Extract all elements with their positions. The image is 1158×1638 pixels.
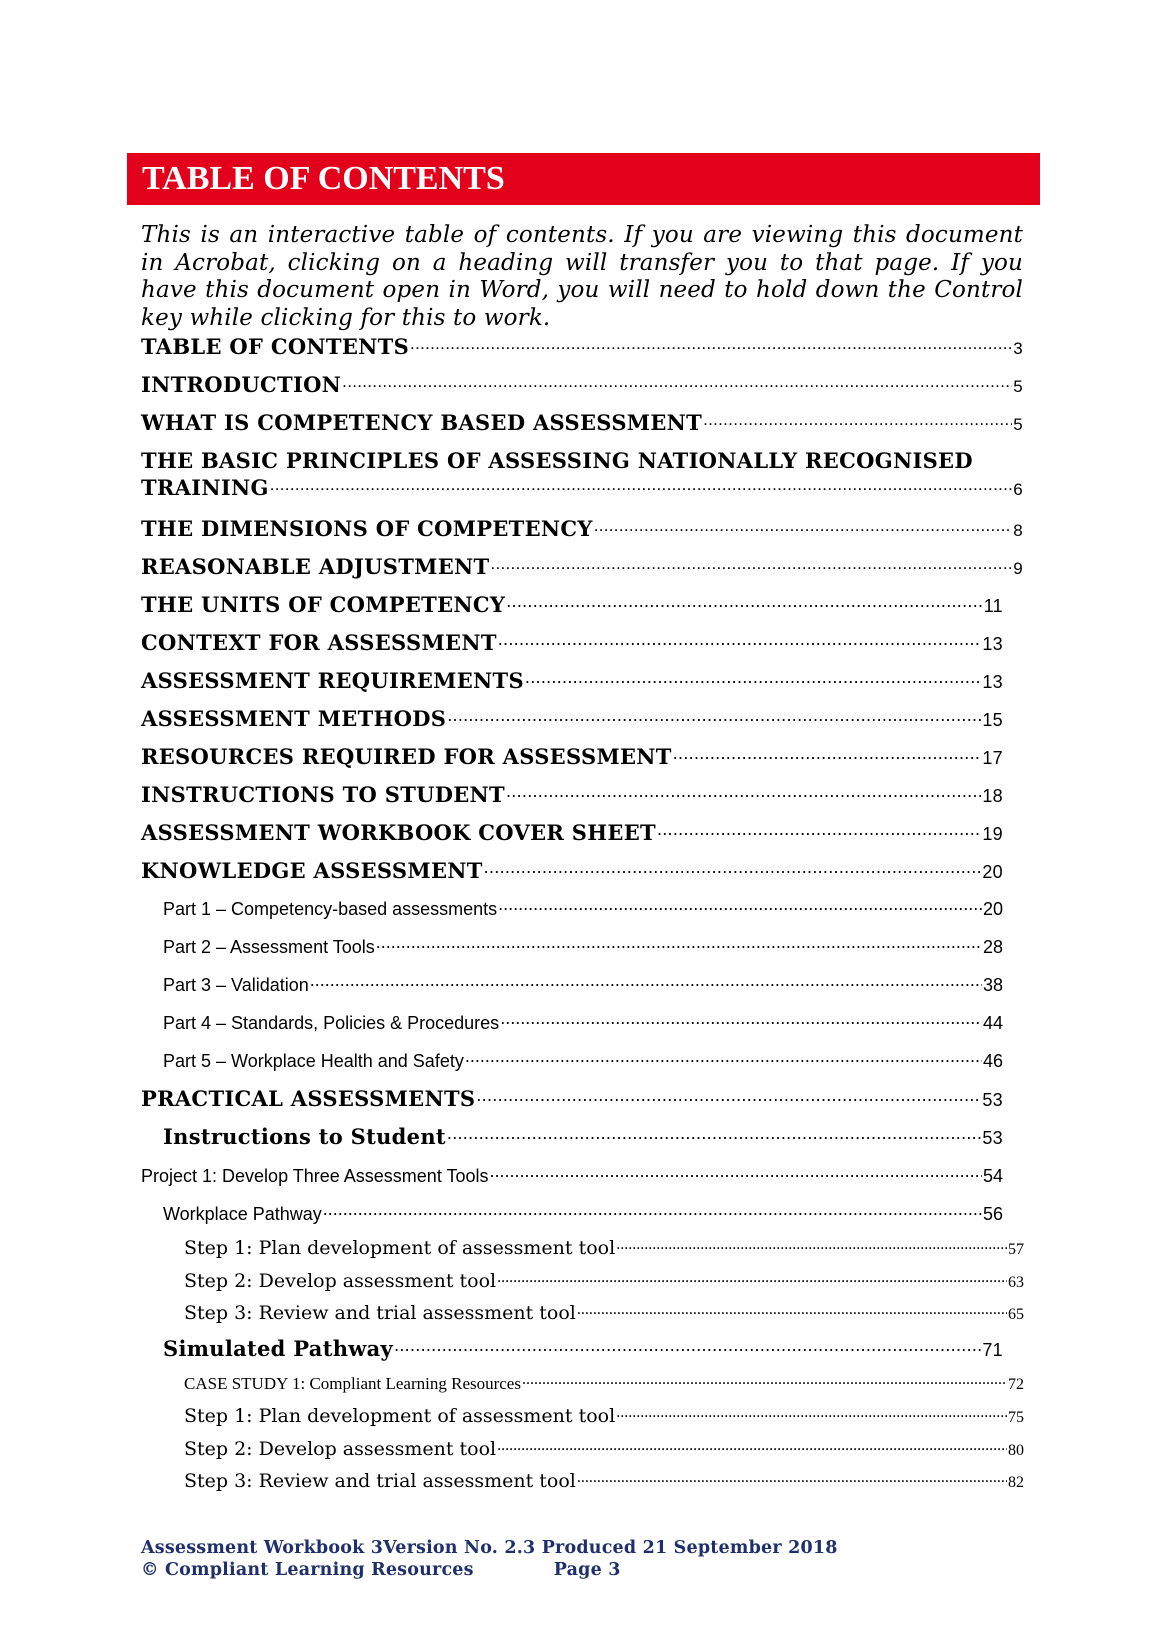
toc-entry-title: TABLE OF CONTENTS — [141, 334, 410, 359]
dot-leader — [447, 1126, 981, 1144]
toc-entry-instructions-to-student[interactable] — [141, 782, 1003, 807]
toc-entry-title: PRACTICAL ASSESSMENTS — [141, 1086, 476, 1111]
toc-entry-title: Part 1 – Competency-based assessments — [163, 899, 498, 919]
toc-entry-part-4[interactable] — [163, 1011, 1003, 1034]
toc-entry-page: 57 — [1008, 1241, 1024, 1258]
dot-leader — [410, 337, 1012, 354]
toc-entry-simulated-pathway[interactable] — [163, 1336, 1003, 1361]
toc-entry-page: 71 — [982, 1340, 1003, 1360]
toc-entry-title: REASONABLE ADJUSTMENT — [141, 554, 490, 579]
toc-entry-workplace-step-3[interactable] — [184, 1302, 1024, 1324]
footer-copyright: © Compliant Learning Resources — [141, 1560, 474, 1580]
toc-entry-page: 13 — [982, 634, 1003, 654]
dot-leader — [498, 632, 982, 650]
toc-entry-part-1[interactable] — [163, 897, 1003, 920]
toc-entry-title: ASSESSMENT METHODS — [141, 706, 447, 731]
toc-entry-page: 75 — [1008, 1409, 1024, 1426]
toc-entry-page: 3 — [1013, 339, 1023, 358]
toc-entry-title: Part 4 – Standards, Policies & Procedures — [163, 1013, 500, 1033]
toc-entry-page: 82 — [1008, 1474, 1024, 1491]
toc-entry-title: RESOURCES REQUIRED FOR ASSESSMENT — [141, 744, 672, 769]
toc-entry-title: Simulated Pathway — [163, 1336, 394, 1361]
toc-entry-page: 11 — [983, 596, 1003, 616]
toc-entry-title: Instructions to Student — [163, 1124, 446, 1149]
toc-entry-page: 5 — [1013, 415, 1023, 434]
toc-entry-page: 53 — [982, 1128, 1003, 1148]
dot-leader — [577, 1471, 1007, 1487]
toc-entry-workplace-pathway[interactable] — [163, 1202, 1003, 1225]
toc-entry-page: 56 — [982, 1204, 1003, 1224]
dot-leader — [447, 708, 981, 726]
toc-entry-page: 9 — [1013, 559, 1023, 578]
toc-entry-part-2[interactable] — [163, 935, 1003, 958]
dot-leader — [465, 1049, 982, 1067]
dot-leader — [616, 1406, 1007, 1422]
toc-entry-page: 53 — [982, 1090, 1003, 1110]
dot-leader — [497, 1271, 1007, 1287]
dot-leader — [484, 860, 982, 878]
toc-entry-title-line1: THE BASIC PRINCIPLES OF ASSESSING NATIONALLY RECOGNISED — [141, 448, 973, 473]
toc-entry-page: 20 — [982, 862, 1003, 882]
toc-entry-page: 44 — [982, 1013, 1003, 1033]
intro-text: This is an interactive table of contents. If you are viewing this document in Acrobat, clicking on a heading will transfer you to that page. If you have this document open in Word, you will need to hold down the Control key while clicking for this to work. — [141, 222, 1023, 331]
toc-entry-workplace-step-1[interactable] — [184, 1237, 1024, 1259]
toc-entry-instructions-to-student-2[interactable] — [163, 1124, 1003, 1149]
toc-entry-competency-based-assessment[interactable] — [141, 410, 1023, 435]
dot-leader — [522, 1373, 1007, 1389]
toc-entry-practical-assessments[interactable] — [141, 1086, 1003, 1111]
toc-entry-page: 63 — [1008, 1274, 1024, 1291]
dot-leader — [498, 897, 982, 915]
dot-leader — [506, 594, 982, 612]
toc-entry-simulated-step-3[interactable] — [184, 1470, 1024, 1492]
dot-leader — [476, 1088, 981, 1106]
toc-entry-table-of-contents[interactable] — [141, 334, 1023, 359]
dot-leader — [323, 1202, 982, 1220]
toc-entry-title: Part 3 – Validation — [163, 975, 309, 995]
toc-entry-title: Step 2: Develop assessment tool — [184, 1438, 497, 1460]
dot-leader — [594, 519, 1013, 536]
toc-entry-simulated-step-2[interactable] — [184, 1438, 1024, 1460]
dot-leader — [490, 557, 1012, 574]
dot-leader — [616, 1238, 1007, 1254]
toc-entry-page: 8 — [1013, 521, 1023, 540]
toc-entry-units-of-competency[interactable] — [141, 592, 1003, 617]
toc-entry-basic-principles[interactable] — [141, 448, 1023, 500]
page-title: TABLE OF CONTENTS — [127, 153, 1040, 205]
toc-entry-reasonable-adjustment[interactable] — [141, 554, 1023, 579]
toc-entry-title: CONTEXT FOR ASSESSMENT — [141, 630, 497, 655]
page-footer — [141, 1537, 838, 1581]
toc-entry-resources-required[interactable] — [141, 744, 1003, 769]
toc-entry-case-study-1[interactable] — [184, 1373, 1024, 1394]
toc-entry-title: INSTRUCTIONS TO STUDENT — [141, 782, 505, 807]
toc-entry-title: Project 1: Develop Three Assessment Tools — [141, 1166, 489, 1186]
toc-entry-page: 15 — [982, 710, 1003, 730]
toc-entry-context-for-assessment[interactable] — [141, 630, 1003, 655]
toc-entry-introduction[interactable] — [141, 372, 1023, 397]
toc-entry-title: INTRODUCTION — [141, 372, 342, 397]
dot-leader — [310, 973, 982, 991]
toc-entry-title: Step 1: Plan development of assessment tool — [184, 1237, 616, 1259]
toc-entry-title: THE DIMENSIONS OF COMPETENCY — [141, 516, 593, 541]
dot-leader — [506, 784, 981, 802]
footer-line2 — [141, 1559, 838, 1581]
toc-entry-title: CASE STUDY 1: Compliant Learning Resources — [184, 1374, 521, 1393]
dot-leader — [342, 375, 1012, 392]
toc-entry-title: Step 3: Review and trial assessment tool — [184, 1302, 576, 1324]
toc-entry-page: 28 — [982, 937, 1003, 957]
dot-leader — [673, 746, 982, 764]
dot-leader — [577, 1303, 1007, 1319]
toc-entry-page: 46 — [982, 1051, 1003, 1071]
footer-page-number: Page 3 — [553, 1560, 621, 1580]
toc-entry-title-line2: TRAINING — [141, 475, 269, 500]
toc-entry-assessment-requirements[interactable] — [141, 668, 1003, 693]
toc-entry-page: 18 — [982, 786, 1003, 806]
toc-entry-title: Part 5 – Workplace Health and Safety — [163, 1051, 464, 1071]
toc-entry-page: 17 — [982, 748, 1003, 768]
toc-entry-page: 38 — [982, 975, 1003, 995]
toc-entry-page: 80 — [1008, 1442, 1024, 1459]
dot-leader — [376, 935, 982, 953]
toc-entry-title: THE UNITS OF COMPETENCY — [141, 592, 506, 617]
dot-leader — [497, 1439, 1007, 1455]
toc-entry-workplace-step-2[interactable] — [184, 1270, 1024, 1292]
toc-entry-title: WHAT IS COMPETENCY BASED ASSESSMENT — [141, 410, 703, 435]
toc-entry-title: Workplace Pathway — [163, 1204, 322, 1224]
toc-entry-title: ASSESSMENT WORKBOOK COVER SHEET — [141, 820, 656, 845]
toc-entry-simulated-step-1[interactable] — [184, 1405, 1024, 1427]
toc-entry-page: 19 — [982, 824, 1003, 844]
toc-entry-title: Step 3: Review and trial assessment tool — [184, 1470, 576, 1492]
footer-line1: Assessment Workbook 3Version No. 2.3 Produced 21 September 2018 — [141, 1538, 838, 1558]
dot-leader — [657, 822, 981, 840]
toc-entry-part-5[interactable] — [163, 1049, 1003, 1072]
toc-entry-page: 65 — [1008, 1306, 1024, 1323]
toc-entry-page: 6 — [1013, 480, 1023, 499]
toc-entry-title: Part 2 – Assessment Tools — [163, 937, 375, 957]
toc-entry-dimensions-of-competency[interactable] — [141, 516, 1023, 541]
toc-entry-title: Step 2: Develop assessment tool — [184, 1270, 497, 1292]
toc-entry-page: 54 — [982, 1166, 1003, 1186]
toc-entry-title: ASSESSMENT REQUIREMENTS — [141, 668, 524, 693]
toc-entry-title: KNOWLEDGE ASSESSMENT — [141, 858, 483, 883]
toc-entry-title: Step 1: Plan development of assessment tool — [184, 1405, 616, 1427]
dot-leader — [525, 670, 981, 688]
dot-leader — [703, 413, 1012, 430]
toc-entry-assessment-methods[interactable] — [141, 706, 1003, 731]
toc-entry-page: 13 — [982, 672, 1003, 692]
toc-entry-knowledge-assessment[interactable] — [141, 858, 1003, 883]
dot-leader — [490, 1164, 982, 1182]
toc-entry-project-1[interactable] — [141, 1164, 1003, 1187]
dot-leader — [500, 1011, 982, 1029]
toc-entry-part-3[interactable] — [163, 973, 1003, 996]
toc-entry-page: 5 — [1013, 377, 1023, 396]
dot-leader — [270, 478, 1012, 495]
toc-entry-page: 72 — [1008, 1376, 1024, 1393]
dot-leader — [394, 1338, 981, 1356]
toc-entry-page: 20 — [982, 899, 1003, 919]
toc-entry-cover-sheet[interactable] — [141, 820, 1003, 845]
